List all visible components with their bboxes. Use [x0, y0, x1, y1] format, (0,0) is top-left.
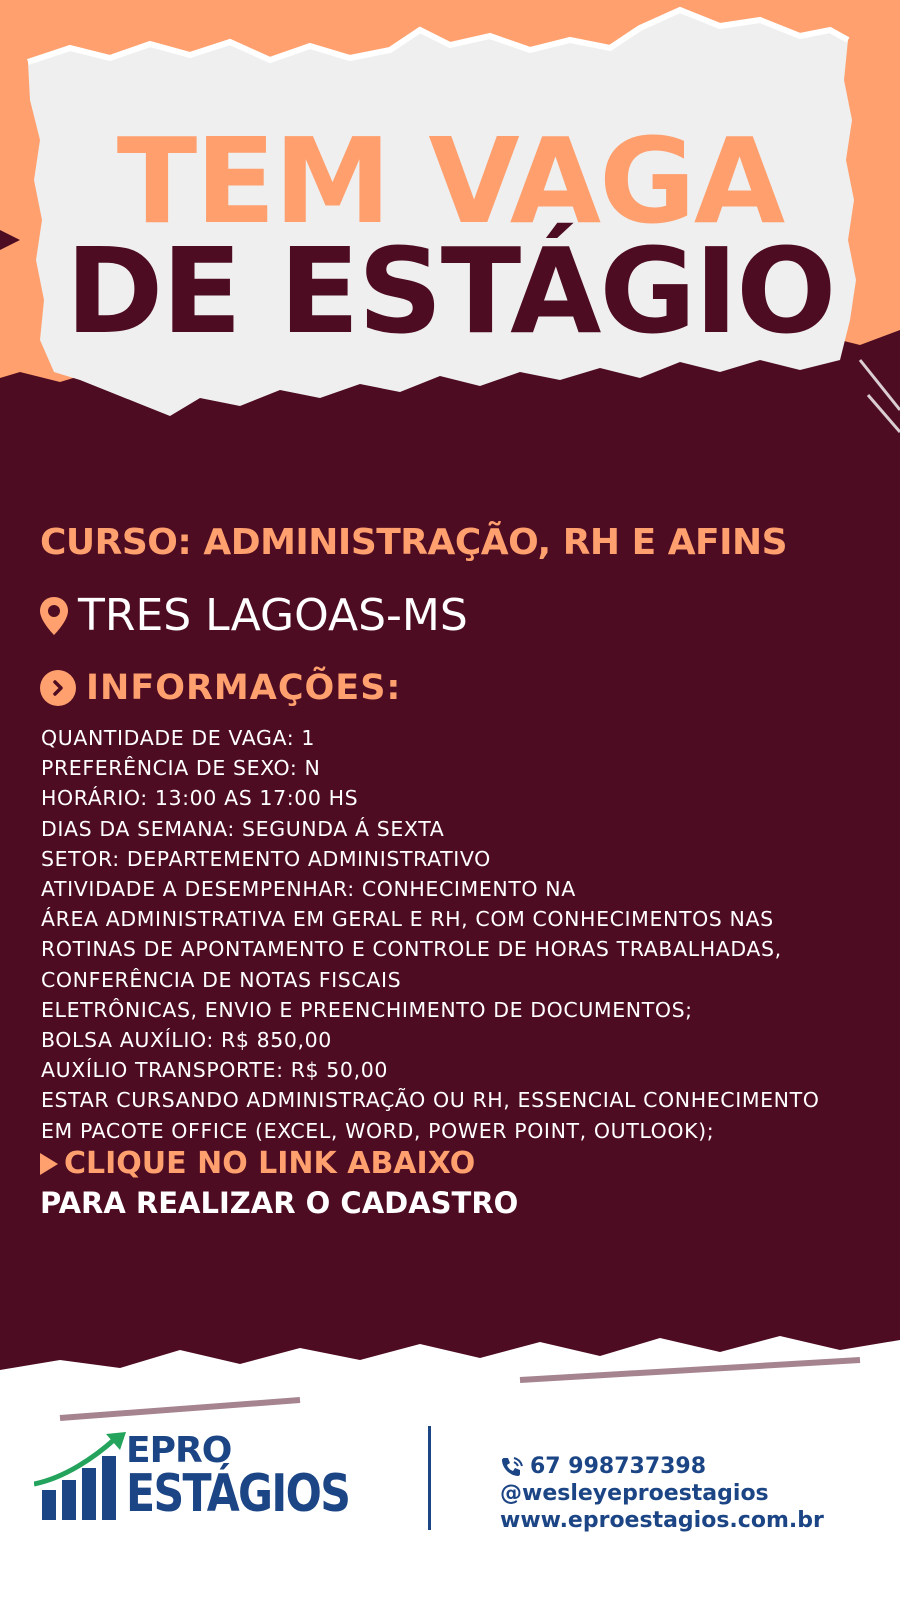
- cta-link[interactable]: [40, 1146, 475, 1181]
- growth-chart-icon: [34, 1428, 134, 1528]
- detail-line: SETOR: DEPARTEMENTO ADMINISTRATIVO: [41, 846, 491, 871]
- detail-line: PREFERÊNCIA DE SEXO: N: [41, 756, 321, 781]
- location-row: [40, 590, 468, 641]
- phone-icon: [500, 1456, 524, 1478]
- detail-line: AUXÍLIO TRANSPORTE: R$ 50,00: [41, 1058, 388, 1083]
- location-text: TRES LAGOAS-MS: [78, 590, 468, 641]
- detail-line: ÁREA ADMINISTRATIVA EM GERAL E RH, COM CONHECIMENTOS NAS: [41, 907, 774, 932]
- info-heading-text: INFORMAÇÕES:: [86, 668, 402, 708]
- phone-row[interactable]: [500, 1453, 824, 1480]
- footer-divider: [428, 1426, 431, 1530]
- detail-line: ELETRÔNICAS, ENVIO E PREENCHIMENTO DE DOCUMENTOS;: [41, 997, 693, 1022]
- headline-line1: TEM VAGA: [116, 112, 784, 250]
- detail-line: HORÁRIO: 13:00 AS 17:00 HS: [41, 786, 359, 811]
- info-heading: [40, 668, 401, 708]
- details-list: [41, 723, 871, 1146]
- phone-text: 67 998737398: [530, 1454, 707, 1479]
- play-triangle-icon: [40, 1153, 58, 1175]
- website-link[interactable]: www.eproestagios.com.br: [500, 1508, 824, 1533]
- detail-line: DIAS DA SEMANA: SEGUNDA Á SEXTA: [41, 816, 445, 841]
- epro-logo: [34, 1428, 350, 1538]
- logo-text-top: EPRO: [126, 1430, 232, 1471]
- detail-line: ESTAR CURSANDO ADMINISTRAÇÃO OU RH, ESSENCIAL CONHECIMENTO: [41, 1088, 820, 1113]
- detail-line: BOLSA AUXÍLIO: R$ 850,00: [41, 1028, 332, 1053]
- detail-line: ROTINAS DE APONTAMENTO E CONTROLE DE HORAS TRABALHADAS,: [41, 937, 782, 962]
- detail-line: QUANTIDADE DE VAGA: 1: [41, 726, 316, 750]
- cta-text: CLIQUE NO LINK ABAIXO: [64, 1146, 476, 1181]
- logo-text-bottom: ESTÁGIOS: [126, 1464, 350, 1524]
- chevron-right-icon: [40, 670, 76, 706]
- detail-line: CONFERÊNCIA DE NOTAS FISCAIS: [41, 967, 402, 992]
- map-pin-icon: [40, 597, 68, 635]
- detail-line: EM PACOTE OFFICE (EXCEL, WORD, POWER POINT, OUTLOOK);: [41, 1118, 715, 1143]
- headline-line2: DE ESTÁGIO: [65, 222, 835, 360]
- contact-block: [500, 1453, 824, 1534]
- course-title: CURSO: ADMINISTRAÇÃO, RH E AFINS: [40, 522, 788, 563]
- cta-subtext: PARA REALIZAR O CADASTRO: [40, 1186, 519, 1220]
- instagram-handle[interactable]: @wesleyeproestagios: [500, 1481, 769, 1506]
- detail-line: ATIVIDADE A DESEMPENHAR: CONHECIMENTO NA: [41, 877, 576, 902]
